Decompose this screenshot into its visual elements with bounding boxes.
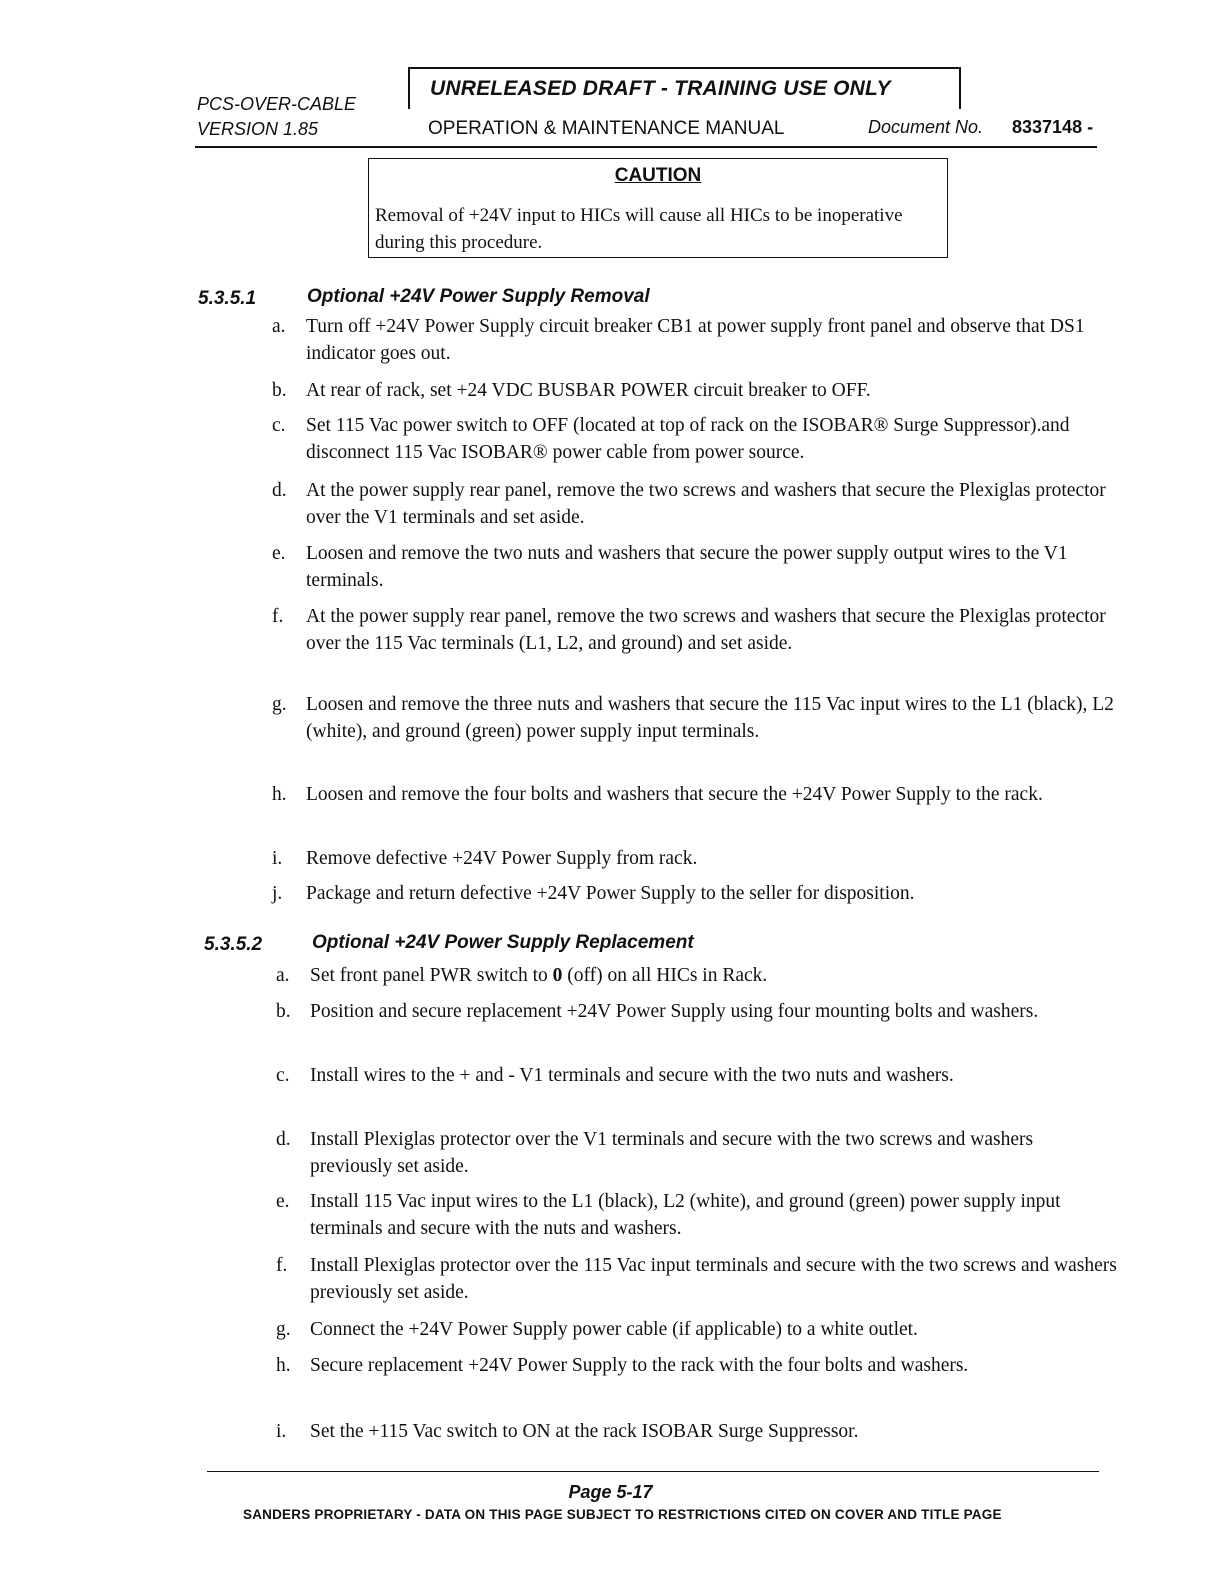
step-letter: i. [276, 1421, 287, 1442]
step-letter: b. [272, 380, 287, 401]
step-letter: e. [272, 543, 286, 564]
step-letter: i. [272, 848, 283, 869]
step-text: Set 115 Vac power switch to OFF (located at top of rack on the ISOBAR® Surge Suppressor).and disconnect 115 Vac ISOBAR® power cable from power source. [306, 415, 1070, 463]
document-label: Document No. [868, 117, 984, 137]
step-letter: j. [272, 883, 283, 904]
manual-title: OPERATION & MAINTENANCE MANUAL [428, 118, 785, 139]
step-text: Package and return defective +24V Power Supply to the seller for disposition. [306, 883, 915, 904]
caution-text: Removal of +24V input to HICs will cause all HICs to be inoperative during this procedure. [375, 205, 903, 253]
step-text: Connect the +24V Power Supply power cable (if applicable) to a white outlet. [310, 1319, 918, 1340]
footer-rule [207, 1471, 1099, 1472]
caution-title: CAUTION [614, 165, 702, 186]
step-text: At rear of rack, set +24 VDC BUSBAR POWER circuit breaker to OFF. [306, 380, 871, 401]
step-text: Set the +115 Vac switch to ON at the rack ISOBAR Surge Suppressor. [310, 1421, 859, 1442]
step-letter: f. [272, 606, 284, 627]
step-letter: g. [276, 1319, 291, 1340]
version-label: VERSION 1.85 [197, 119, 319, 139]
step-letter: b. [276, 1001, 291, 1022]
step-letter: f. [276, 1255, 288, 1276]
step-text: Secure replacement +24V Power Supply to the rack with the four bolts and washers. [310, 1355, 969, 1376]
step-letter: h. [276, 1355, 291, 1376]
proprietary-notice: SANDERS PROPRIETARY - DATA ON THIS PAGE SUBJECT TO RESTRICTIONS CITED ON COVER AND TITLE PAGE [243, 1507, 1002, 1522]
step-text: Turn off +24V Power Supply circuit breaker CB1 at power supply front panel and observe that DS1 indicator goes out. [306, 316, 1085, 364]
switch-off-value: 0 [552, 965, 563, 986]
step-text: At the power supply rear panel, remove the two screws and washers that secure the Plexiglas protector over the 115 Vac terminals (L1, L2, and ground) and set aside. [306, 606, 1106, 654]
step-text: At the power supply rear panel, remove the two screws and washers that secure the Plexiglas protector over the V1 terminals and set aside. [306, 480, 1106, 528]
step-letter: a. [272, 316, 286, 337]
step-letter: c. [276, 1065, 290, 1086]
step-text: Install 115 Vac input wires to the L1 (black), L2 (white), and ground (green) power supply input terminals and secure with the nuts and washers. [310, 1191, 1061, 1239]
draft-banner: UNRELEASED DRAFT - TRAINING USE ONLY [430, 77, 891, 100]
step-text: Loosen and remove the two nuts and washers that secure the power supply output wires to the V1 terminals. [306, 543, 1068, 591]
section-number: 5.3.5.2 [204, 934, 263, 955]
step-letter: d. [276, 1129, 291, 1150]
step-text: Loosen and remove the four bolts and washers that secure the +24V Power Supply to the rack. [306, 784, 1043, 805]
section-title: Optional +24V Power Supply Replacement [312, 932, 694, 953]
step-text: Install Plexiglas protector over the 115 Vac input terminals and secure with the two screws and washers previously set aside. [310, 1255, 1117, 1303]
document-number: 8337148 - [1012, 117, 1094, 137]
step-text: Remove defective +24V Power Supply from rack. [306, 848, 698, 869]
caution-box [368, 158, 948, 258]
step-letter: e. [276, 1191, 290, 1212]
section-number: 5.3.5.1 [198, 288, 257, 309]
step-letter: c. [272, 415, 286, 436]
header-rule [195, 146, 1097, 148]
product-name: PCS-OVER-CABLE [197, 94, 357, 114]
step-text: Install Plexiglas protector over the V1 terminals and secure with the two screws and washers previously set aside. [310, 1129, 1034, 1177]
step-letter: d. [272, 480, 287, 501]
step-letter: h. [272, 784, 287, 805]
step-letter: a. [276, 965, 290, 986]
step-letter: g. [272, 694, 287, 715]
page-number: Page 5-17 [568, 1482, 653, 1502]
section-title: Optional +24V Power Supply Removal [307, 286, 650, 307]
step-text: Loosen and remove the three nuts and washers that secure the 115 Vac input wires to the L1 (black), L2 (white), and ground (green) power supply input terminals. [306, 694, 1114, 742]
step-text: Position and secure replacement +24V Power Supply using four mounting bolts and washers. [310, 1001, 1039, 1022]
step-text: Install wires to the + and - V1 terminals and secure with the two nuts and washers. [310, 1065, 954, 1086]
step-text: Set front panel PWR switch to 0 (off) on all HICs in Rack. [310, 965, 768, 986]
